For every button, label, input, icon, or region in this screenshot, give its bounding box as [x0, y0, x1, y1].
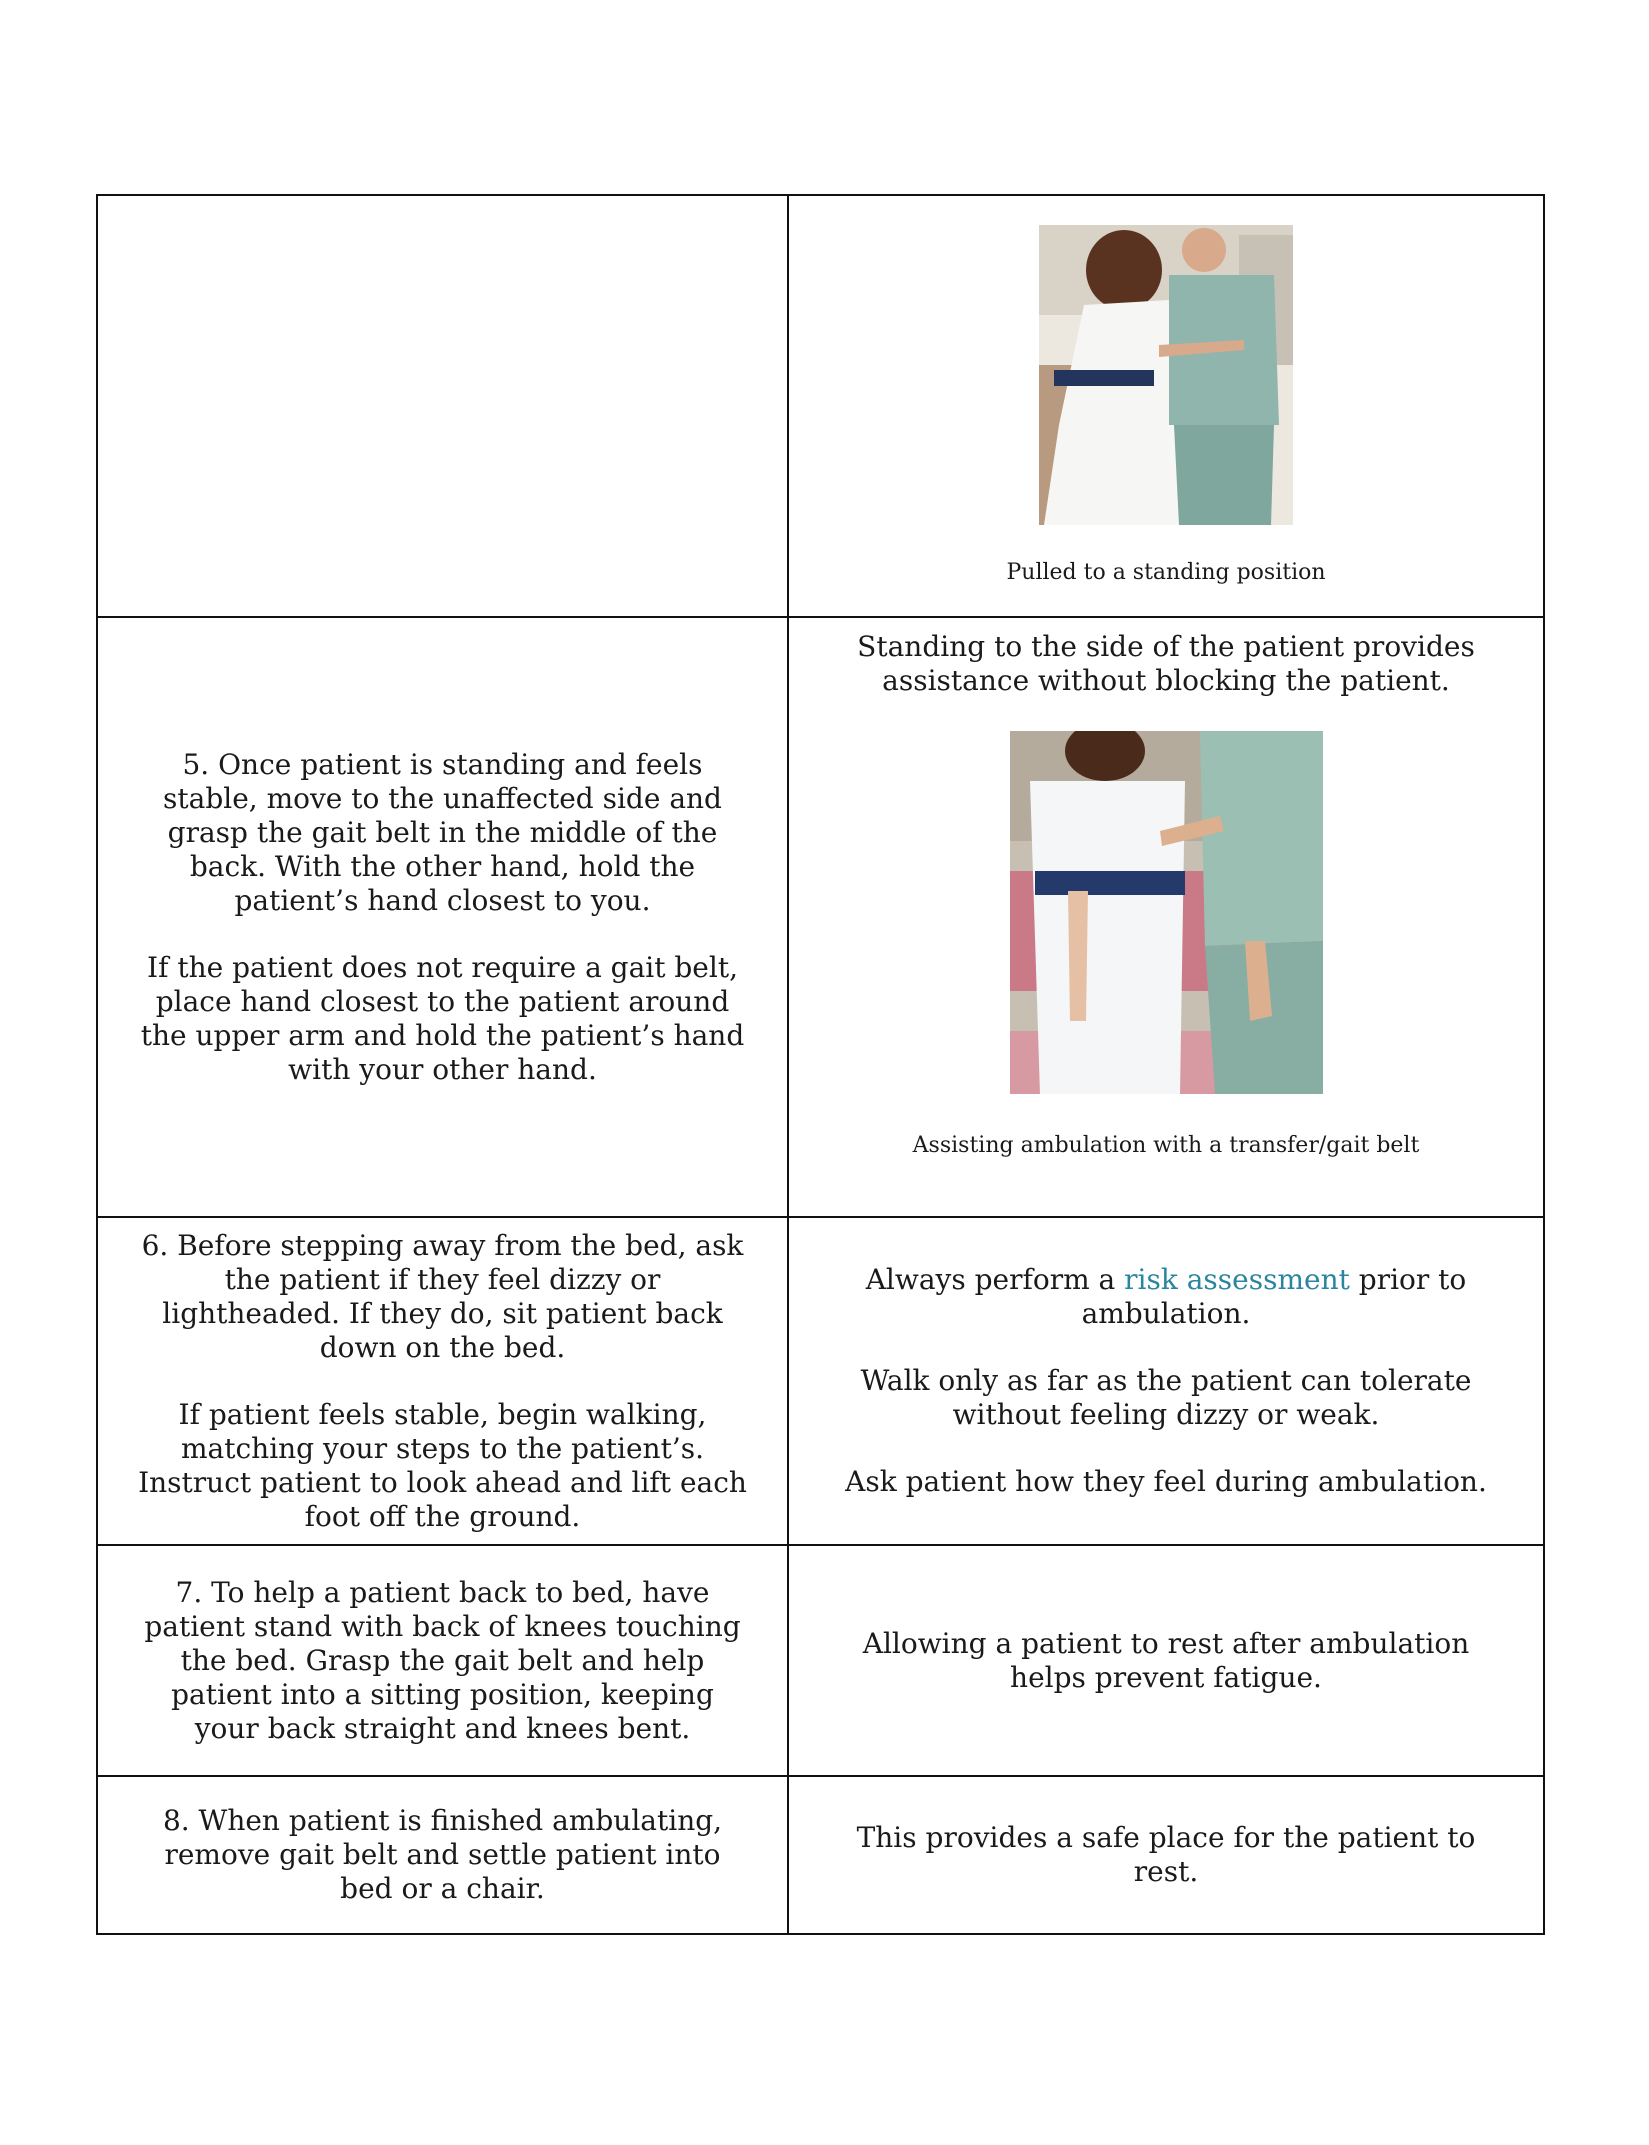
table-row: [97, 1776, 1544, 1934]
step-cell: [97, 617, 788, 1217]
step-5-text: 5. Once patient is standing and feels stable, move to the unaffected side and grasp the gait belt in the middle of the back. With the other hand, hold the patient’s hand closest to you.: [163, 747, 722, 917]
step-8-text: 8. When patient is finished ambulating, remove gait belt and settle patient into bed or a chair.: [162, 1804, 723, 1905]
risk-assessment-text: Always perform a risk assessment prior to ambulation.: [865, 1263, 1467, 1330]
rationale-cell: [788, 1217, 1544, 1545]
table-row: [97, 1217, 1544, 1545]
photo-caption: Pulled to a standing position: [1006, 560, 1326, 585]
rationale-cell: [788, 1545, 1544, 1776]
step-cell: [97, 1776, 788, 1934]
rationale-cell: [788, 1776, 1544, 1934]
step-6-walk-text: If patient feels stable, begin walking, matching your steps to the patient’s. Instruct patient to look ahead and lift each foot off the ground.: [138, 1397, 747, 1533]
table-row: [97, 617, 1544, 1217]
step-cell: [97, 1545, 788, 1776]
photo-assisting-ambulation-icon: [1010, 731, 1323, 1094]
rationale-text: Standing to the side of the patient provides assistance without blocking the patient.: [857, 630, 1475, 697]
table-row: [97, 195, 1544, 617]
rationale-cell: [788, 195, 1544, 617]
table-row: [97, 1545, 1544, 1776]
step-7-text: 7. To help a patient back to bed, have patient stand with back of knees touching the bed. Grasp the gait belt and help patient into a sitting position, keeping your back straight and knees bent.: [144, 1575, 741, 1745]
step-cell: [97, 1217, 788, 1545]
rationale-text: Walk only as far as the patient can tolerate without feeling dizzy or weak.: [860, 1364, 1472, 1431]
risk-assessment-link[interactable]: risk assessment: [1124, 1263, 1350, 1296]
procedure-table: [96, 194, 1545, 1935]
rationale-cell: [788, 617, 1544, 1217]
photo-caption: Assisting ambulation with a transfer/gait belt: [912, 1133, 1420, 1158]
rationale-text: This provides a safe place for the patient to rest.: [856, 1821, 1476, 1888]
step-cell: [97, 195, 788, 617]
step-6-text: 6. Before stepping away from the bed, ask the patient if they feel dizzy or lightheaded. If they do, sit patient back down on the bed.: [141, 1228, 744, 1364]
step-5-alt-text: If the patient does not require a gait belt, place hand closest to the patient around the upper arm and hold the patient’s hand with your other hand.: [140, 950, 745, 1086]
photo-patient-pulled-standing-icon: [1039, 225, 1293, 525]
rationale-text: Allowing a patient to rest after ambulation helps prevent fatigue.: [862, 1626, 1470, 1694]
rationale-text: Ask patient how they feel during ambulation.: [845, 1465, 1487, 1498]
